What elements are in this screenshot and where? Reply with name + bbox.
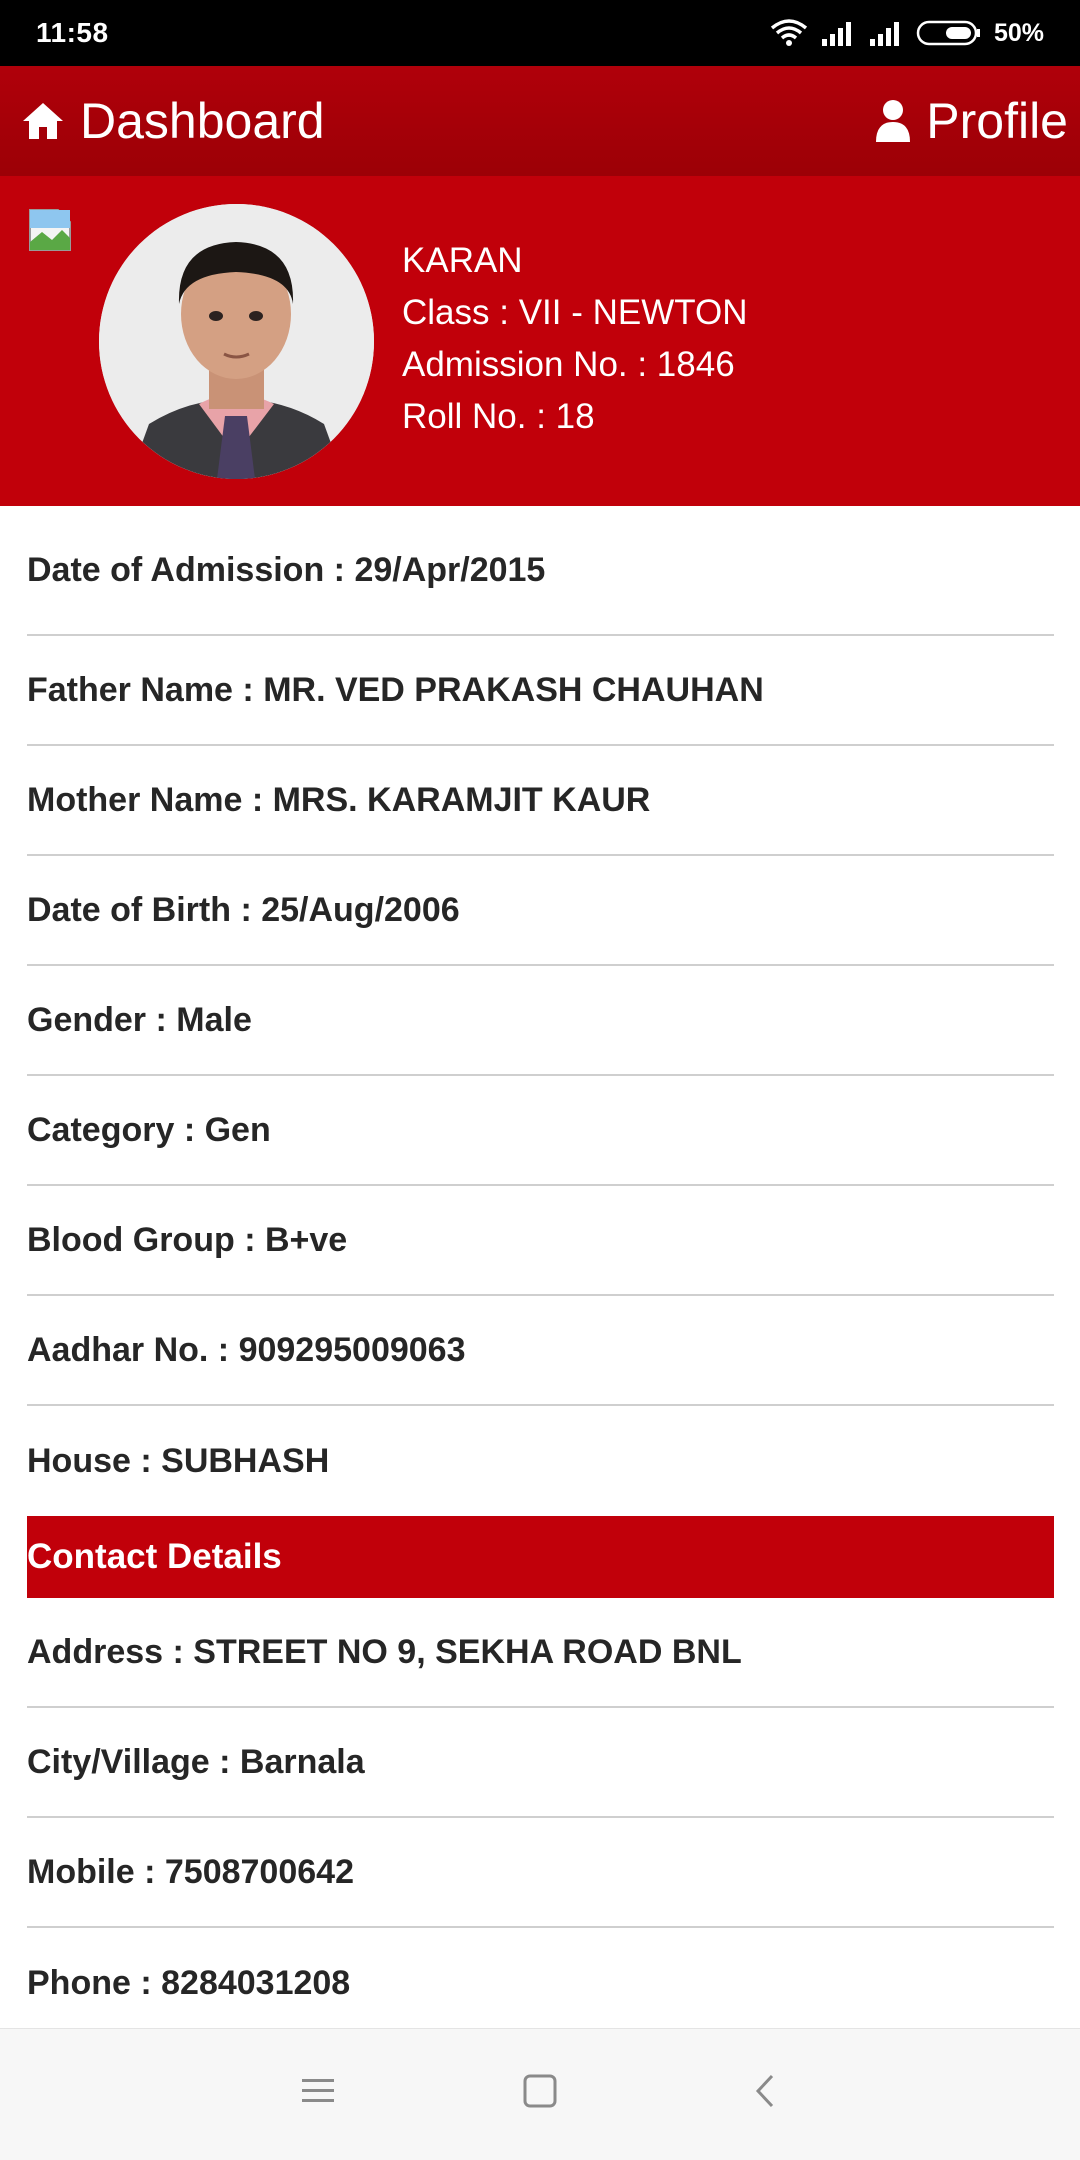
detail-value: 29/Apr/2015 bbox=[354, 550, 546, 589]
student-roll-no: Roll No. : 18 bbox=[402, 397, 595, 436]
detail-value: B+ve bbox=[264, 1220, 348, 1259]
detail-value: MR. VED PRAKASH CHAUHAN bbox=[263, 670, 764, 709]
detail-row-mobile: Mobile : 7508700642 bbox=[27, 1818, 1054, 1928]
detail-value: SUBHASH bbox=[161, 1441, 330, 1480]
status-time: 11:58 bbox=[36, 17, 109, 48]
signal-icon bbox=[820, 19, 856, 47]
battery-icon bbox=[916, 19, 982, 47]
detail-label: Mobile bbox=[27, 1852, 135, 1891]
detail-label: Address bbox=[27, 1632, 164, 1671]
detail-value: Gen bbox=[204, 1110, 271, 1149]
detail-row-house: House : SUBHASH bbox=[27, 1441, 330, 1480]
detail-value: STREET NO 9, SEKHA ROAD BNL bbox=[193, 1632, 742, 1671]
detail-label: Aadhar No. bbox=[27, 1330, 209, 1369]
detail-row-mother-name: Mother Name : MRS. KARAMJIT KAUR bbox=[27, 746, 1054, 856]
student-class: Class : VII - NEWTON bbox=[402, 293, 748, 332]
detail-label: Mother Name bbox=[27, 780, 243, 819]
user-icon bbox=[874, 98, 912, 144]
status-bar bbox=[0, 0, 1080, 66]
detail-row-gender: Gender : Male bbox=[27, 966, 1054, 1076]
detail-row-date-of-admission: Date of Admission : 29/Apr/2015 bbox=[27, 506, 1054, 636]
detail-value: 25/Aug/2006 bbox=[261, 890, 460, 929]
student-avatar bbox=[99, 204, 374, 479]
detail-label: Blood Group bbox=[27, 1220, 235, 1259]
detail-row-city-village: City/Village : Barnala bbox=[27, 1708, 1054, 1818]
detail-label: City/Village bbox=[27, 1742, 210, 1781]
detail-label: Phone bbox=[27, 1963, 131, 2002]
system-nav-bar bbox=[0, 2028, 1080, 2160]
detail-label: Category bbox=[27, 1110, 175, 1149]
detail-value: 909295009063 bbox=[238, 1330, 466, 1369]
contact-details-header: Contact Details bbox=[27, 1516, 1054, 1598]
detail-label: House bbox=[27, 1441, 131, 1480]
detail-value: 8284031208 bbox=[161, 1963, 351, 2002]
detail-row-date-of-birth: Date of Birth : 25/Aug/2006 bbox=[27, 856, 1054, 966]
app-header bbox=[0, 66, 1080, 176]
detail-label: Father Name bbox=[27, 670, 233, 709]
status-icons bbox=[770, 18, 1044, 48]
detail-row-category: Category : Gen bbox=[27, 1076, 1054, 1186]
broken-image-icon bbox=[28, 208, 72, 252]
detail-row-aadhar-no: Aadhar No. : 909295009063 bbox=[27, 1296, 1054, 1406]
signal-icon bbox=[868, 19, 904, 47]
detail-value: Barnala bbox=[239, 1742, 365, 1781]
detail-value: Male bbox=[176, 1000, 252, 1039]
detail-value: MRS. KARAMJIT KAUR bbox=[272, 780, 651, 819]
dashboard-button[interactable] bbox=[20, 92, 325, 150]
back-icon[interactable] bbox=[748, 2073, 784, 2109]
detail-label: Date of Admission bbox=[27, 550, 325, 589]
student-name: KARAN bbox=[402, 241, 523, 280]
student-info bbox=[402, 235, 748, 443]
home-icon bbox=[20, 100, 66, 142]
battery-percentage: 50% bbox=[993, 18, 1044, 47]
profile-banner bbox=[0, 176, 1080, 506]
wifi-icon bbox=[770, 18, 808, 48]
detail-row-phone: Phone : 8284031208 bbox=[27, 1963, 351, 2002]
dashboard-label: Dashboard bbox=[80, 93, 325, 149]
profile-button[interactable] bbox=[874, 92, 1068, 150]
detail-row-father-name: Father Name : MR. VED PRAKASH CHAUHAN bbox=[27, 636, 1054, 746]
detail-label: Gender bbox=[27, 1000, 147, 1039]
profile-label: Profile bbox=[926, 93, 1068, 149]
details-list bbox=[27, 506, 1054, 2038]
detail-label: Date of Birth bbox=[27, 890, 231, 929]
menu-icon[interactable] bbox=[300, 2073, 336, 2109]
detail-row-blood-group: Blood Group : B+ve bbox=[27, 1186, 1054, 1296]
student-admission-no: Admission No. : 1846 bbox=[402, 345, 735, 384]
home-square-icon[interactable] bbox=[522, 2073, 558, 2109]
detail-row-address: Address : STREET NO 9, SEKHA ROAD BNL bbox=[27, 1598, 1054, 1708]
detail-value: 7508700642 bbox=[164, 1852, 354, 1891]
